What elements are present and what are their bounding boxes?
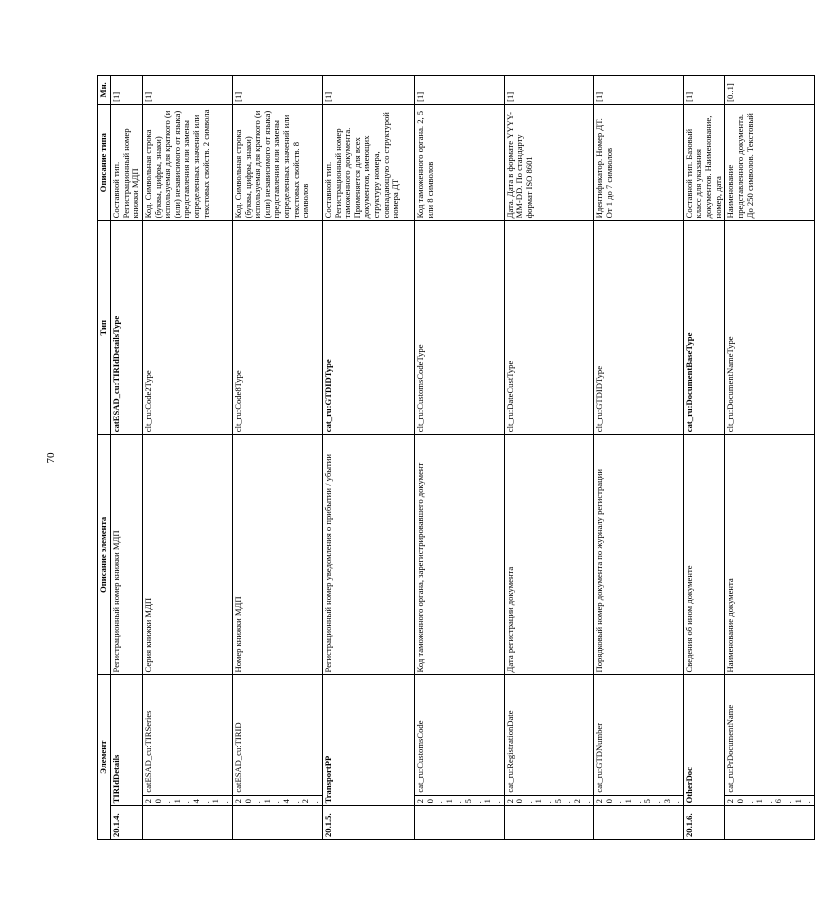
row-element: cat_ru:RegistrationDate [504, 675, 594, 795]
row-mult: [1] [683, 76, 725, 105]
row-type-desc: Наименование представленного документа. До 250 символов. Текстовый [725, 104, 815, 221]
row-mult: [1] [142, 76, 232, 105]
row-type-desc: Составной тип. Базовый класс для указания документов. Наименование, номер, дата [683, 104, 725, 221]
row-number: 20.1.5.1. [414, 795, 504, 806]
row-type-desc: Идентификатор. Номер ДТ. От 1 до 7 символов [594, 104, 684, 221]
row-mult: [1] [414, 76, 504, 105]
row-element: TransportPP [322, 675, 414, 806]
row-number: 20.1.4.1. [142, 795, 232, 806]
row-element-desc: Код таможенного органа, зарегистрировавшего документ [414, 435, 504, 675]
row-type: clt_ru:GTDIDType [594, 221, 684, 435]
table-row [594, 76, 684, 840]
row-element-desc: Дата регистрации документа [504, 435, 594, 675]
row-type: clt_ru:DateCustType [504, 221, 594, 435]
row-element: catESAD_cu:TIRID [232, 675, 322, 795]
row-indent [725, 806, 815, 840]
row-type-desc: Код. Символьная строка (буквы, цифры, знаки) используемая для краткого (и (или) независимого от языка) представления или замены определенных значений или текстовых свойств. 8 символов [232, 104, 322, 221]
row-number: 20.1.6.1. [725, 795, 815, 806]
row-type: catESAD_cu:TIRIdDetailsType [111, 221, 143, 435]
header-type-desc: Описание типа [98, 104, 111, 221]
row-element: cat_ru:PrDocumentName [725, 675, 815, 795]
header-element-desc: Описание элемента [98, 435, 111, 675]
row-mult: [1] [504, 76, 594, 105]
row-element: TIRIdDetails [111, 675, 143, 806]
row-element: catESAD_cu:TIRSeries [142, 675, 232, 795]
table-header-row [98, 76, 111, 840]
table-row [504, 76, 594, 840]
row-type: clt_ru:Code8Type [232, 221, 322, 435]
row-mult: [1] [594, 76, 684, 105]
row-type: clt_ru:CustomsCodeType [414, 221, 504, 435]
header-mult: Мн. [98, 76, 111, 105]
row-type: clt_ru:Code2Type [142, 221, 232, 435]
table-row [683, 76, 725, 840]
table-row [111, 76, 143, 840]
rotated-page-content [97, 70, 813, 840]
row-element: cat_ru:GTDNumber [594, 675, 684, 795]
table-row [725, 76, 815, 840]
table-row [414, 76, 504, 840]
row-mult: [1] [111, 76, 143, 105]
page-number: 70 [45, 452, 57, 464]
row-element-desc: Сведения об ином документе [683, 435, 725, 675]
row-element-desc: Порядковый номер документа по журналу регистрации [594, 435, 684, 675]
row-element: cat_ru:CustomsCode [414, 675, 504, 795]
row-indent [504, 806, 594, 840]
row-element-desc: Регистрационный номер уведомления о прибытии / убытии [322, 435, 414, 675]
row-number: 20.1.4. [111, 806, 143, 840]
table-body [111, 76, 815, 840]
row-type-desc: Составной тип. Регистрационный номер таможенного документа. Применяется для всех документов, имеющих структуру номера, совпадающую со структурой номера ДТ [322, 104, 414, 221]
row-indent [594, 806, 684, 840]
row-mult: [0..1] [725, 76, 815, 105]
row-type: cat_ru:DocumentBaseType [683, 221, 725, 435]
table-row [322, 76, 414, 840]
row-element-desc: Номер книжки МДП [232, 435, 322, 675]
row-type-desc: Составной тип. Регистрационный номер книжки МДП [111, 104, 143, 221]
row-number: 20.1.4.2. [232, 795, 322, 806]
row-mult: [1] [322, 76, 414, 105]
row-number: 20.1.5. [322, 806, 414, 840]
table-row [232, 76, 322, 840]
row-mult: [1] [232, 76, 322, 105]
table-row [142, 76, 232, 840]
spec-table [97, 75, 815, 840]
row-element: OtherDoc [683, 675, 725, 806]
row-number: 20.1.5.2. [504, 795, 594, 806]
row-number: 20.1.5.3. [594, 795, 684, 806]
row-indent [142, 806, 232, 840]
row-type-desc: Дата. Дата в формате YYYY-MM-DD. По стандарту формат ISO 8601 [504, 104, 594, 221]
row-element-desc: Наименование документа [725, 435, 815, 675]
header-element: Элемент [98, 675, 111, 840]
header-type: Тип [98, 221, 111, 435]
row-type: clt_ru:DocumentNameType [725, 221, 815, 435]
row-element-desc: Регистрационный номер книжки МДП [111, 435, 143, 675]
row-number: 20.1.6. [683, 806, 725, 840]
row-type: cat_ru:GTDIDType [322, 221, 414, 435]
row-type-desc: Код. Символьная строка (буквы, цифры, знаки) используемая для краткого (и (или) независимого от языка) представления или замены определенных значений или текстовых свойств. 2 символа [142, 104, 232, 221]
row-type-desc: Код таможенного органа. 2, 5 или 8 символов [414, 104, 504, 221]
row-element-desc: Серия книжки МДП [142, 435, 232, 675]
row-indent [232, 806, 322, 840]
row-indent [414, 806, 504, 840]
